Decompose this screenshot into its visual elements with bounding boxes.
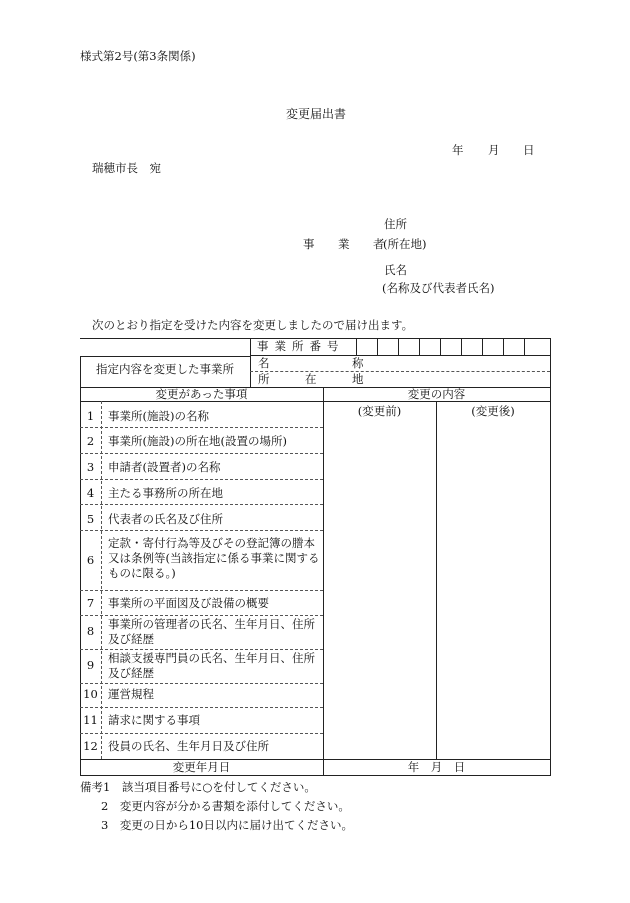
digit-box-8 [503,338,504,355]
item-row-divider [80,504,323,505]
office-split [250,338,251,387]
note-2: 2 変更内容が分かる書類を添付してください。 [101,799,350,813]
office-name-label-1: 名 [258,356,270,370]
change-date-value: 年 月 日 [407,760,466,774]
address-label: 住所 [384,217,407,231]
digit-box-2 [377,338,378,355]
digit-box-5 [440,338,441,355]
item-text: 役員の氏名、生年月日及び住所 [108,739,269,753]
item-row-divider [80,707,323,708]
column-header-content: 変更の内容 [407,387,466,401]
item-text: 事業所(施設)の所在地(設置の場所) [108,434,287,448]
office-name-label-2: 称 [352,356,364,370]
office-name-divider [250,371,550,372]
item-text: 相談支援専門員の氏名、生年月日、住所及び経歴 [108,651,315,680]
item-row-divider [80,453,323,454]
digit-box-1 [356,338,357,355]
border-bottom [80,775,551,776]
item-text: 請求に関する事項 [108,713,200,727]
office-number-label: 事業所番号 [257,339,345,353]
before-label: (変更前) [357,404,402,418]
column-header-items: 変更があった事項 [155,387,248,401]
number-column-divider [101,401,102,759]
digit-box-9 [524,338,525,355]
border-right [550,338,551,775]
item-number: 2 [86,434,95,448]
before-after-split [436,401,437,759]
office-location-label-1: 所 [258,372,270,386]
item-text: 事業所の平面図及び設備の概要 [108,596,269,610]
form-title: 変更届出書 [286,107,347,121]
item-row-divider [80,590,323,591]
item-number: 6 [86,553,95,567]
office-box-top [80,356,250,357]
item-row-divider [80,733,323,734]
office-location-label-3: 地 [352,372,364,386]
location-label: (所在地) [383,237,427,251]
addressee: 瑞穂市長 宛 [92,161,161,175]
date-year-label: 年 [452,143,464,157]
item-row-divider [80,479,323,480]
date-month-label: 月 [488,143,500,157]
after-label: (変更後) [471,404,515,418]
business-operator-label: 事 業 者 [303,237,391,251]
digit-box-6 [461,338,462,355]
item-text: 代表者の氏名及び住所 [108,512,223,526]
item-row-divider [80,427,323,428]
item-row-divider [80,615,323,616]
note-1: 備考1 該当項目番号に○を付してください。 [80,780,316,794]
item-number: 11 [83,713,98,727]
item-text: 事業所(施設)の名称 [108,409,209,423]
item-row-divider [80,530,323,531]
office-location-label-2: 在 [305,372,317,386]
representative-label: (名称及び代表者氏名) [382,281,495,295]
item-text: 事業所の管理者の氏名、生年月日、住所及び経歴 [108,617,315,646]
change-table [80,338,550,775]
column-split [323,387,324,775]
date-day-label: 日 [523,143,535,157]
item-number: 1 [86,409,95,423]
intro-text: 次のとおり指定を受けた内容を変更しましたので届け出ます。 [92,318,414,332]
item-number: 12 [83,739,98,753]
digit-box-3 [398,338,399,355]
item-number: 4 [86,486,95,500]
item-number: 7 [86,596,95,610]
item-text: 主たる事務所の所在地 [108,486,223,500]
form-number: 様式第2号(第3条関係) [80,49,196,63]
item-text: 定款・寄付行為等及びその登記簿の謄本又は条例等(当該指定に係る事業に関するものに限る。) [108,536,320,580]
item-number: 8 [86,624,95,638]
item-number: 3 [86,460,95,474]
office-section-label: 指定内容を変更した事業所 [96,362,234,376]
item-number: 10 [83,687,98,701]
item-number: 9 [86,658,95,672]
digit-box-7 [482,338,483,355]
digit-box-4 [419,338,420,355]
item-row-divider [80,683,323,684]
item-number: 5 [86,512,95,526]
item-row-divider [80,649,323,650]
note-3: 3 変更の日から10日以内に届け出てください。 [101,818,353,832]
name-label: 氏名 [384,263,407,277]
item-text: 運営規程 [108,687,154,701]
change-date-label: 変更年月日 [172,760,231,774]
office-number-bottom [250,355,550,356]
item-text: 申請者(設置者)の名称 [108,460,221,474]
